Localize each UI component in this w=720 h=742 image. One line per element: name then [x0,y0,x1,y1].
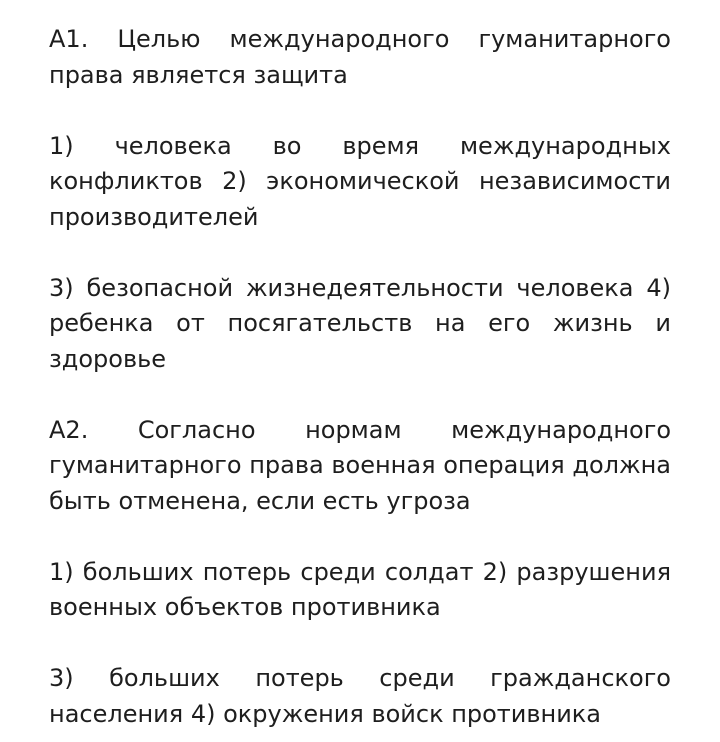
paragraph-gap [49,235,671,271]
paragraph-gap [49,626,671,662]
question-a2-options-3-4: 3) больших потерь среди гражданского населения 4) окружения войск противника [49,664,671,728]
question-a1-options-1-2: 1) человека во время международных конфликтов 2) экономической независимости производителей [49,131,671,231]
document-page [49,22,671,732]
paragraph-gap [49,519,671,555]
paragraph-gap [49,377,671,413]
question-a1-options-3-4: 3) безопасной жизнедеятельности человека 4) ребенка от посягательств на его жизнь и здоровье [49,273,671,373]
paragraph-gap [49,93,671,129]
question-a1-text: А1. Целью международного гуманитарного права является защита [49,25,671,89]
question-a2-text: А2. Согласно нормам международного гуманитарного права военная операция должна быть отменена, если есть угроза [49,415,671,515]
question-a2-options-1-2: 1) больших потерь среди солдат 2) разрушения военных объектов противника [49,557,671,621]
